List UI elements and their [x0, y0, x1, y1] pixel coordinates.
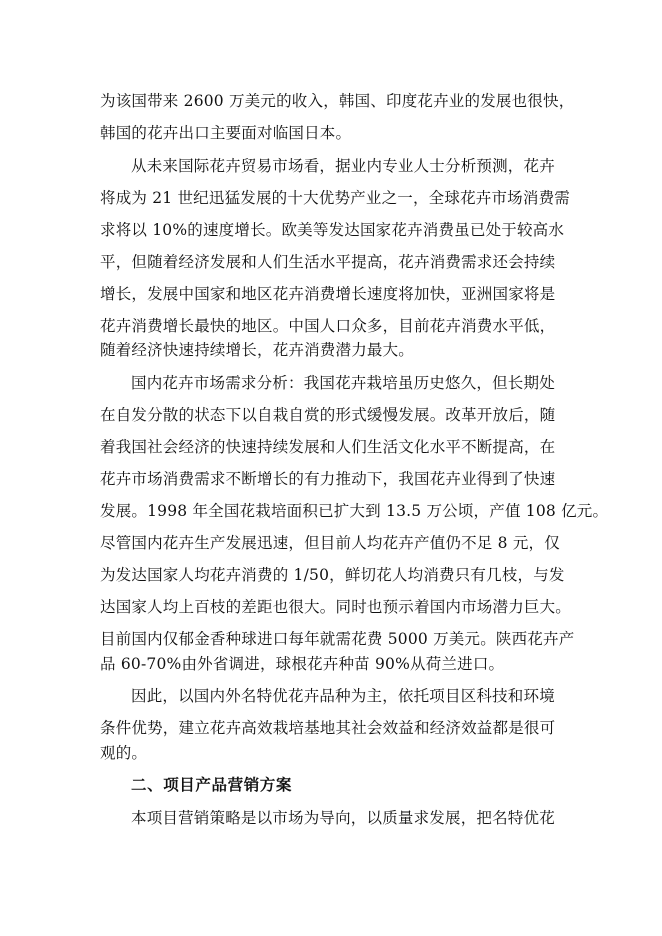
text-line: 目前国内仅郁金香种球进口每年就需花费 5000 万美元。陕西花卉产 — [100, 630, 575, 648]
paragraph-first-line: 国内花卉市场需求分析：我国花卉栽培虽历史悠久，但长期处 — [131, 374, 555, 392]
text-line: 发展。1998 年全国花栽培面积已扩大到 13.5 万公顷，产值 108 亿元。 — [100, 502, 609, 520]
text-line: 观的。 — [100, 744, 148, 762]
text-line: 韩国的花卉出口主要面对临国日本。 — [100, 124, 352, 142]
paragraph-first-line: 因此，以国内外名特优花卉品种为主，依托项目区科技和环境 — [131, 687, 555, 705]
text-line: 达国家人均上百枝的差距也很大。同时也预示着国内市场潜力巨大。 — [100, 598, 572, 616]
text-line: 平，但随着经济发展和人们生活水平提高，花卉消费需求还会持续 — [100, 253, 556, 271]
text-line: 条件优势，建立花卉高效栽培基地其社会效益和经济效益都是很可 — [100, 719, 556, 737]
text-line: 在自发分散的状态下以自栽自赏的形式缓慢发展。改革开放后，随 — [100, 406, 556, 424]
text-line: 将成为 21 世纪迅猛发展的十大优势产业之一，全球花卉市场消费需 — [100, 189, 570, 207]
text-line: 尽管国内花卉生产发展迅速，但目前人均花卉产值仍不足 8 元，仅 — [100, 534, 560, 552]
section-heading: 二、项目产品营销方案 — [131, 775, 293, 794]
text-line: 花卉市场消费需求不断增长的有力推动下，我国花卉业得到了快速 — [100, 470, 556, 488]
text-line: 求将以 10%的速度增长。欧美等发达国家花卉消费虽已处于较高水 — [100, 221, 565, 239]
text-line: 增长，发展中国家和地区花卉消费增长速度将加快，亚洲国家将是 — [100, 285, 556, 303]
text-line: 为该国带来 2600 万美元的收入，韩国、印度花卉业的发展也很快， — [100, 92, 575, 110]
paragraph-first-line: 从未来国际花卉贸易市场看，据业内专业人士分析预测，花卉 — [131, 157, 555, 175]
text-line: 着我国社会经济的快速持续发展和人们生活文化水平不断提高，在 — [100, 438, 556, 456]
text-line: 为发达国家人均花卉消费的 1/50，鲜切花人均消费只有几枝，与发 — [100, 566, 565, 584]
paragraph-first-line: 本项目营销策略是以市场为导向，以质量求发展，把名特优花 — [131, 809, 555, 827]
text-line: 随着经济快速持续增长，花卉消费潜力最大。 — [100, 341, 415, 359]
text-line: 花卉消费增长最快的地区。中国人口众多，目前花卉消费水平低， — [100, 317, 556, 335]
text-line: 品 60-70%由外省调进，球根花卉种苗 90%从荷兰进口。 — [100, 655, 505, 673]
